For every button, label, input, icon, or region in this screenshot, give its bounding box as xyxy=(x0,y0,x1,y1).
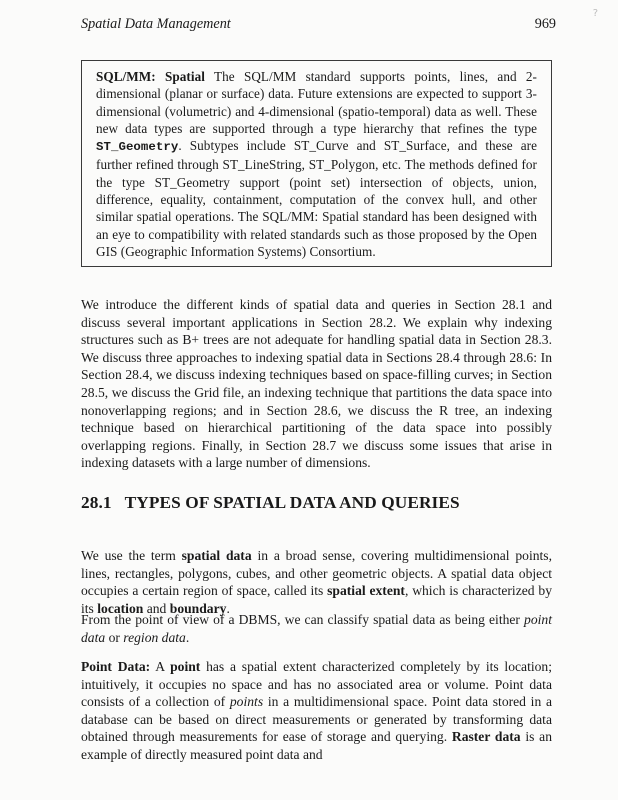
text-run: in a multidimensional space. Point data stored in a database can be based on direct measurements or generated by transforming data obtained through measurements for ease of storage and querying. xyxy=(81,694,552,745)
text-run: , which is characterized by its xyxy=(81,583,552,616)
text-run: in a broad sense, covering multidimensional points, lines, rectangles, polygons, cubes, and other geometric objects. A spatial data object occupies a certain region of space, called its xyxy=(81,548,552,599)
paragraph-spatial-data xyxy=(81,547,552,617)
term-boundary: boundary xyxy=(169,600,227,616)
term-spatial-data: spatial data xyxy=(181,548,252,563)
term-location: location xyxy=(97,600,144,616)
section-title: TYPES OF SPATIAL DATA AND QUERIES xyxy=(124,493,460,512)
text-run: A xyxy=(150,659,171,674)
sidebar-box-lead: SQL/MM: Spatial xyxy=(96,69,205,84)
scan-artifact-mark: ? xyxy=(592,8,598,19)
text-run: . xyxy=(226,600,230,616)
section-heading xyxy=(81,493,552,513)
running-head-title: Spatial Data Management xyxy=(81,16,231,32)
intro-paragraph: We introduce the different kinds of spatial data and queries in Section 28.1 and discuss several important applications in Section 28.2. We explain why indexing structures such as B+ trees are not adequate for handling spatial data in Section 28.3. We discuss three approaches to indexing spatial data in Sections 28.4 through 28.6: In Section 28.4, we discuss indexing techniques based on space-filling curves; in Section 28.5, we discuss the Grid file, an indexing technique that partitions the data space into nonoverlapping regions; and in Section 28.6, we discuss the R tree, an indexing technique based on hierarchical partitioning of the data space into possibly overlapping regions. Finally, in Section 28.7 we discuss some issues that arise in indexing datasets with a large number of dimensions. xyxy=(81,297,552,471)
sidebar-box-text-2: . Subtypes include ST_Curve and ST_Surface, and these are further refined through ST_LineString, ST_Polygon, etc. The methods defined for the type ST_Geometry support (point set) intersection of objects, union, difference, equality, containment, computation of the convex hull, and other similar spatial operations. The SQL/MM: Spatial standard has been designed with an eye to compatibility with related standards such as those proposed by the Open GIS (Geographic Information Systems) Consortium. xyxy=(96,138,537,259)
text-run: . xyxy=(185,629,190,645)
page-number: 969 xyxy=(534,16,556,32)
text-run: or xyxy=(105,629,124,645)
section-number: 28.1 xyxy=(81,493,112,512)
sidebar-box-text-1: The SQL/MM standard supports points, lines, and 2-dimensional (planar or surface) data. Future extensions are expected to support 3-dimensional (volumetric) and 4-dimensional (spatio-temporal) data as well. These new data types are supported through a type hierarchy that refines the type xyxy=(96,69,538,136)
term-region-data: region data xyxy=(123,629,186,645)
text-run: is an example of directly measured point data and xyxy=(81,729,552,762)
running-head xyxy=(81,16,556,34)
term-point: point xyxy=(170,659,201,674)
term-points: points xyxy=(229,694,264,710)
term-point-data: point data xyxy=(81,612,552,645)
text-run: We use the term xyxy=(81,548,182,563)
paragraph-point-data xyxy=(81,658,552,764)
text-run: and xyxy=(143,600,170,616)
text-run: From the point of view of a DBMS, we can classify spatial data as being either xyxy=(81,612,525,627)
term-spatial-extent: spatial extent xyxy=(327,583,405,599)
sidebar-box-sql-mm-spatial xyxy=(81,60,552,267)
term-raster-data: Raster data xyxy=(451,729,521,745)
run-in-heading-point-data: Point Data: xyxy=(81,659,151,674)
paragraph-classify xyxy=(81,611,552,646)
text-run: has a spatial extent characterized completely by its location; intuitively, it occupies no space and has no associated area or volume. Point data consists of a collection of xyxy=(81,659,552,710)
sidebar-box-type-name: ST_Geometry xyxy=(96,140,179,155)
